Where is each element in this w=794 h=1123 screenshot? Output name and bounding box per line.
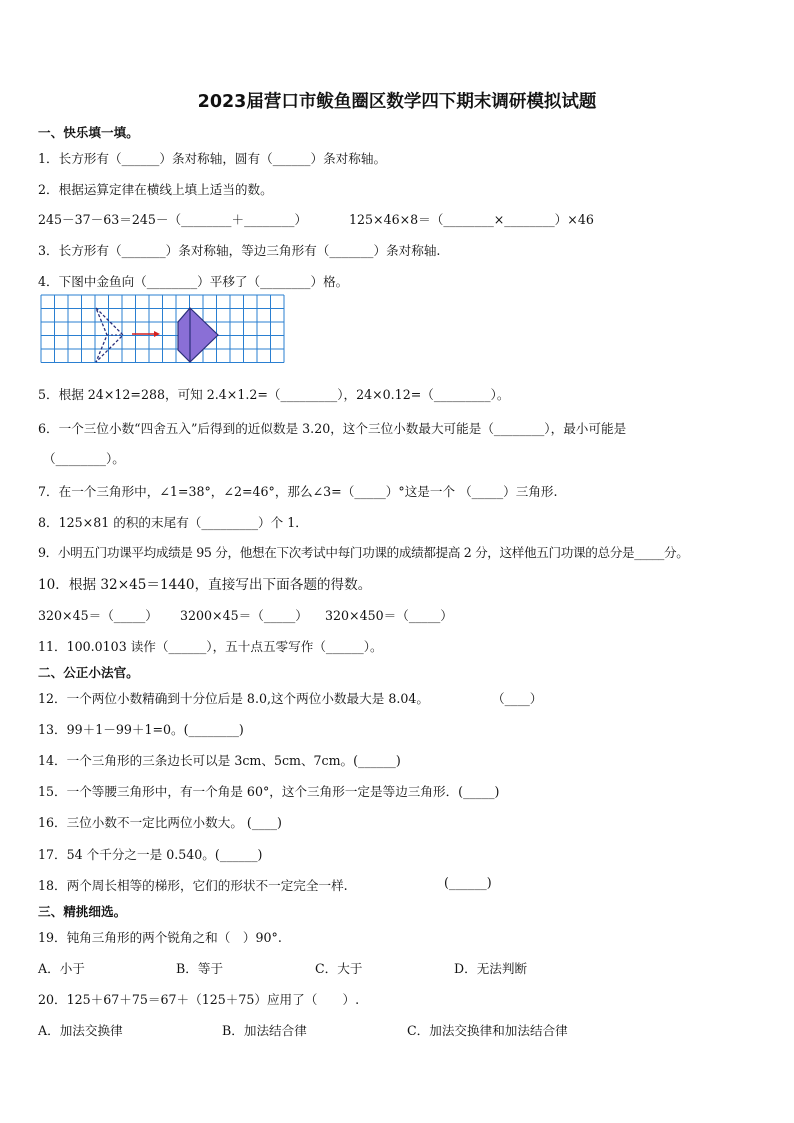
q20-option-c: C．加法交换律和加法结合律 (407, 1023, 568, 1038)
question-18-mark: (______) (444, 875, 492, 890)
section-2-heading: 二、公正小法官。 (38, 665, 139, 680)
page-title: 2023届营口市鲅鱼圈区数学四下期末调研模拟试题 (197, 92, 597, 112)
question-18: 18．两个周长相等的梯形，它们的形状不一定完全一样. (38, 878, 348, 893)
grid-lines (41, 295, 284, 363)
question-12-mark: （____） (492, 691, 543, 706)
question-10: 10．根据 32×45＝1440，直接写出下面各题的得数。 (38, 577, 372, 593)
q19-option-d: D．无法判断 (454, 961, 528, 976)
q20-option-a: A．加法交换律 (38, 1023, 123, 1038)
question-2a: 245－37－63＝245－（________＋________） (38, 212, 308, 227)
question-8: 8．125×81 的积的末尾有（_________）个 1． (38, 515, 308, 530)
question-16: 16．三位小数不一定比两位小数大。 (____) (38, 815, 282, 830)
translation-arrow (132, 331, 160, 337)
question-2: 2．根据运算定律在横线上填上适当的数。 (38, 182, 273, 197)
question-12: 12．一个两位小数精确到十分位后是 8.0,这个两位小数最大是 8.04。 (38, 691, 429, 706)
question-10a: 320×45＝（_____） (38, 608, 158, 623)
question-5: 5．根据 24×12=288，可知 2.4×1.2=（_________），24×0.12=（_________）。 (38, 387, 510, 402)
fish-grid-figure (40, 294, 288, 368)
question-1: 1．长方形有（______）条对称轴，圆有（______）条对称轴。 (38, 151, 387, 166)
fish-moved (178, 308, 218, 362)
question-17: 17．54 个千分之一是 0.540。(______) (38, 847, 263, 862)
question-6b: （________）。 (43, 451, 125, 466)
q19-option-a: A．小于 (38, 961, 85, 976)
question-6a: 6．一个三位小数“四舍五入”后得到的近似数是 3.20，这个三位小数最大可能是（________），最小可能是 (38, 421, 627, 436)
question-20: 20．125＋67＋75＝67＋（125＋75）应用了（ ）. (38, 992, 360, 1007)
q20-option-b: B．加法结合律 (222, 1023, 307, 1038)
section-1-heading: 一、快乐填一填。 (38, 125, 139, 140)
question-2b: 125×46×8＝（________×________）×46 (349, 212, 594, 227)
q19-option-b: B．等于 (176, 961, 224, 976)
question-10b: 3200×45＝（_____） (180, 608, 308, 623)
section-3-heading: 三、精挑细选。 (38, 904, 127, 919)
question-7: 7．在一个三角形中，∠1=38°，∠2=46°，那么∠3=（_____）°这是一个 （_____）三角形. (38, 484, 558, 499)
question-11: 11．100.0103 读作（______），五十点五零写作（______）。 (38, 639, 383, 654)
question-19: 19．钝角三角形的两个锐角之和（ ）90°. (38, 930, 282, 945)
question-9: 9．小明五门功课平均成绩是 95 分，他想在下次考试中每门功课的成绩都提高 2 分，这样他五门功课的总分是_____分。 (38, 545, 689, 560)
question-10c: 320×450＝（_____） (325, 608, 453, 623)
grid-svg (40, 294, 288, 364)
question-13: 13．99＋1－99＋1=0。(________) (38, 722, 244, 737)
question-3: 3．长方形有（_______）条对称轴，等边三角形有（_______）条对称轴. (38, 243, 441, 258)
question-4: 4．下图中金鱼向（________）平移了（________）格。 (38, 274, 349, 289)
question-15: 15．一个等腰三角形中，有一个角是 60°，这个三角形一定是等边三角形．(_____) (38, 784, 500, 799)
q19-option-c: C．大于 (315, 961, 363, 976)
question-14: 14．一个三角形的三条边长可以是 3cm、5cm、7cm。(______) (38, 753, 401, 768)
